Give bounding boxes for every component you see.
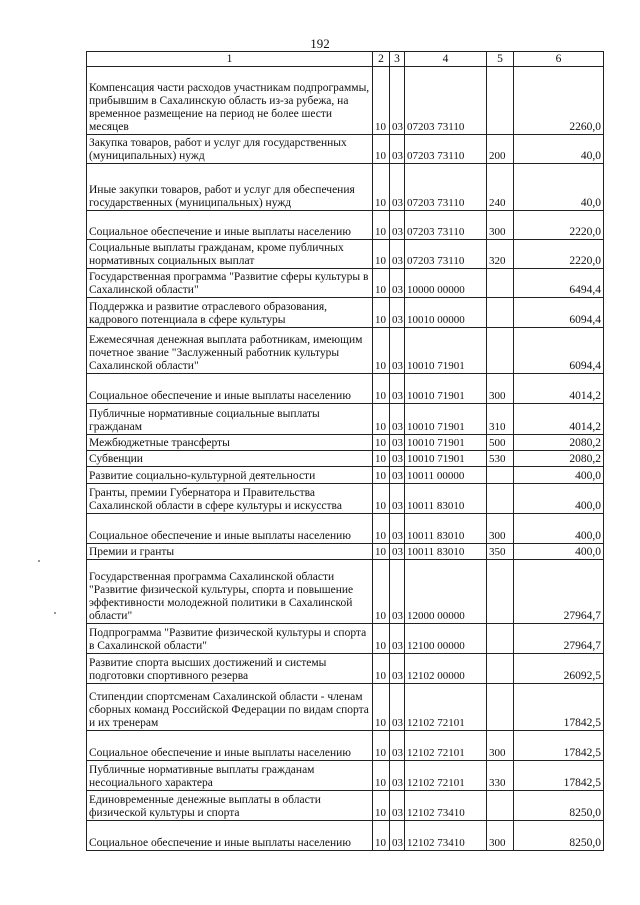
table-row — [87, 164, 604, 211]
table-row — [87, 211, 604, 240]
row-subsection-cell: 03 — [390, 269, 405, 298]
row-amount-cell: 40,0 — [514, 164, 604, 211]
row-name-cell: Премии и гранты — [87, 544, 373, 560]
table-row — [87, 791, 604, 821]
row-section-cell: 10 — [373, 731, 390, 761]
row-expense-type-cell: 240 — [487, 164, 514, 211]
row-expense-type-cell: 350 — [487, 544, 514, 560]
row-section-cell: 10 — [373, 404, 390, 435]
row-section-cell: 10 — [373, 211, 390, 240]
row-target-article-cell: 10011 83010 — [405, 484, 487, 514]
row-amount-cell: 6094,4 — [514, 298, 604, 328]
row-section-cell: 10 — [373, 451, 390, 467]
row-expense-type-cell: 310 — [487, 404, 514, 435]
row-target-article-cell: 10010 71901 — [405, 435, 487, 451]
row-amount-cell: 400,0 — [514, 514, 604, 544]
row-expense-type-cell — [487, 484, 514, 514]
row-subsection-cell: 03 — [390, 328, 405, 374]
header-amount-column: 6 — [514, 52, 604, 67]
row-target-article-cell: 10010 71901 — [405, 451, 487, 467]
row-section-cell: 10 — [373, 514, 390, 544]
row-subsection-cell: 03 — [390, 484, 405, 514]
row-target-article-cell: 07203 73110 — [405, 135, 487, 164]
row-name-cell: Государственная программа "Развитие сферы культуры в Сахалинской области" — [87, 269, 373, 298]
row-name-cell: Публичные нормативные выплаты гражданам несоциального характера — [87, 761, 373, 791]
row-section-cell: 10 — [373, 544, 390, 560]
row-expense-type-cell: 320 — [487, 240, 514, 269]
row-section-cell: 10 — [373, 684, 390, 731]
row-section-cell: 10 — [373, 298, 390, 328]
header-name-column: 1 — [87, 52, 373, 67]
table-row — [87, 761, 604, 791]
row-target-article-cell: 10011 83010 — [405, 544, 487, 560]
table-row — [87, 135, 604, 164]
row-subsection-cell: 03 — [390, 404, 405, 435]
table-row — [87, 404, 604, 435]
row-amount-cell: 400,0 — [514, 544, 604, 560]
row-section-cell: 10 — [373, 374, 390, 404]
row-section-cell: 10 — [373, 67, 390, 135]
row-amount-cell: 2220,0 — [514, 211, 604, 240]
row-subsection-cell: 03 — [390, 211, 405, 240]
row-target-article-cell: 10000 00000 — [405, 269, 487, 298]
row-section-cell: 10 — [373, 164, 390, 211]
row-expense-type-cell — [487, 791, 514, 821]
row-amount-cell: 4014,2 — [514, 374, 604, 404]
row-expense-type-cell — [487, 467, 514, 484]
row-target-article-cell: 12102 72101 — [405, 761, 487, 791]
row-amount-cell: 4014,2 — [514, 404, 604, 435]
row-expense-type-cell — [487, 624, 514, 654]
row-subsection-cell: 03 — [390, 451, 405, 467]
row-subsection-cell: 03 — [390, 374, 405, 404]
row-expense-type-cell: 200 — [487, 135, 514, 164]
row-subsection-cell: 03 — [390, 135, 405, 164]
row-target-article-cell: 12102 73410 — [405, 791, 487, 821]
row-target-article-cell: 07203 73110 — [405, 211, 487, 240]
row-target-article-cell: 10011 00000 — [405, 467, 487, 484]
row-name-cell: Подпрограмма "Развитие физической культуры и спорта в Сахалинской области" — [87, 624, 373, 654]
row-name-cell: Социальное обеспечение и иные выплаты населению — [87, 731, 373, 761]
row-target-article-cell: 12100 00000 — [405, 624, 487, 654]
header-subsection-column: 3 — [390, 52, 405, 67]
table-header-row — [87, 52, 604, 67]
row-name-cell: Поддержка и развитие отраслевого образования, кадрового потенциала в сфере культуры — [87, 298, 373, 328]
row-name-cell: Государственная программа Сахалинской области "Развитие физической культуры, спорта и повышение эффективности молодежной политики в Сахалинской области" — [87, 560, 373, 624]
row-name-cell: Стипендии спортсменам Сахалинской области - членам сборных команд Российской Федерации по видам спорта и их тренерам — [87, 684, 373, 731]
budget-table — [86, 51, 604, 851]
row-target-article-cell: 10010 71901 — [405, 404, 487, 435]
row-section-cell: 10 — [373, 560, 390, 624]
row-subsection-cell: 03 — [390, 298, 405, 328]
row-section-cell: 10 — [373, 624, 390, 654]
row-amount-cell: 17842,5 — [514, 684, 604, 731]
row-expense-type-cell — [487, 328, 514, 374]
row-amount-cell: 2260,0 — [514, 67, 604, 135]
table-row — [87, 484, 604, 514]
row-section-cell: 10 — [373, 240, 390, 269]
row-subsection-cell: 03 — [390, 435, 405, 451]
row-name-cell: Развитие социально-культурной деятельности — [87, 467, 373, 484]
row-amount-cell: 26092,5 — [514, 654, 604, 684]
row-name-cell: Социальные выплаты гражданам, кроме публичных нормативных социальных выплат — [87, 240, 373, 269]
header-section-column: 2 — [373, 52, 390, 67]
row-section-cell: 10 — [373, 821, 390, 851]
row-expense-type-cell — [487, 654, 514, 684]
row-amount-cell: 6094,4 — [514, 328, 604, 374]
row-amount-cell: 2080,2 — [514, 451, 604, 467]
table-row — [87, 67, 604, 135]
table-row — [87, 269, 604, 298]
row-section-cell: 10 — [373, 484, 390, 514]
row-target-article-cell: 10011 83010 — [405, 514, 487, 544]
row-expense-type-cell — [487, 560, 514, 624]
row-subsection-cell: 03 — [390, 791, 405, 821]
row-subsection-cell: 03 — [390, 514, 405, 544]
row-target-article-cell: 07203 73110 — [405, 67, 487, 135]
row-amount-cell: 27964,7 — [514, 560, 604, 624]
row-expense-type-cell — [487, 684, 514, 731]
row-amount-cell: 40,0 — [514, 135, 604, 164]
row-subsection-cell: 03 — [390, 544, 405, 560]
table-row — [87, 731, 604, 761]
row-subsection-cell: 03 — [390, 821, 405, 851]
row-name-cell: Социальное обеспечение и иные выплаты населению — [87, 514, 373, 544]
row-name-cell: Гранты, премии Губернатора и Правительства Сахалинской области в сфере культуры и искусства — [87, 484, 373, 514]
row-expense-type-cell: 300 — [487, 821, 514, 851]
row-target-article-cell: 12102 72101 — [405, 684, 487, 731]
row-amount-cell: 400,0 — [514, 484, 604, 514]
row-subsection-cell: 03 — [390, 654, 405, 684]
row-expense-type-cell: 300 — [487, 374, 514, 404]
row-target-article-cell: 10010 71901 — [405, 374, 487, 404]
table-row — [87, 328, 604, 374]
table-row — [87, 240, 604, 269]
row-subsection-cell: 03 — [390, 467, 405, 484]
table-row — [87, 624, 604, 654]
row-amount-cell: 8250,0 — [514, 821, 604, 851]
scan-speck — [38, 560, 40, 562]
row-name-cell: Социальное обеспечение и иные выплаты населению — [87, 211, 373, 240]
table-row — [87, 684, 604, 731]
row-amount-cell: 2220,0 — [514, 240, 604, 269]
row-target-article-cell: 10010 00000 — [405, 298, 487, 328]
row-amount-cell: 17842,5 — [514, 761, 604, 791]
table-row — [87, 435, 604, 451]
row-amount-cell: 17842,5 — [514, 731, 604, 761]
row-subsection-cell: 03 — [390, 67, 405, 135]
row-section-cell: 10 — [373, 269, 390, 298]
row-subsection-cell: 03 — [390, 761, 405, 791]
row-name-cell: Компенсация части расходов участникам подпрограммы, прибывшим в Сахалинскую область из-за рубежа, на временное размещение на период не более шести месяцев — [87, 67, 373, 135]
row-name-cell: Социальное обеспечение и иные выплаты населению — [87, 374, 373, 404]
row-amount-cell: 6494,4 — [514, 269, 604, 298]
row-section-cell: 10 — [373, 135, 390, 164]
table-row — [87, 467, 604, 484]
row-expense-type-cell: 530 — [487, 451, 514, 467]
row-section-cell: 10 — [373, 467, 390, 484]
row-name-cell: Развитие спорта высших достижений и системы подготовки спортивного резерва — [87, 654, 373, 684]
row-amount-cell: 400,0 — [514, 467, 604, 484]
row-section-cell: 10 — [373, 435, 390, 451]
row-subsection-cell: 03 — [390, 240, 405, 269]
header-target-article-column: 4 — [405, 52, 487, 67]
row-name-cell: Субвенции — [87, 451, 373, 467]
table-row — [87, 544, 604, 560]
page-number: 192 — [310, 36, 330, 51]
row-name-cell: Межбюджетные трансферты — [87, 435, 373, 451]
row-name-cell: Публичные нормативные социальные выплаты гражданам — [87, 404, 373, 435]
table-row — [87, 654, 604, 684]
row-target-article-cell: 07203 73110 — [405, 240, 487, 269]
row-name-cell: Социальное обеспечение и иные выплаты населению — [87, 821, 373, 851]
row-target-article-cell: 12102 73410 — [405, 821, 487, 851]
table-row — [87, 560, 604, 624]
header-expense-type-column: 5 — [487, 52, 514, 67]
row-name-cell: Единовременные денежные выплаты в области физической культуры и спорта — [87, 791, 373, 821]
row-name-cell: Иные закупки товаров, работ и услуг для обеспечения государственных (муниципальных) нужд — [87, 164, 373, 211]
row-expense-type-cell — [487, 269, 514, 298]
row-subsection-cell: 03 — [390, 164, 405, 211]
row-section-cell: 10 — [373, 654, 390, 684]
row-subsection-cell: 03 — [390, 684, 405, 731]
row-expense-type-cell — [487, 298, 514, 328]
table-row — [87, 821, 604, 851]
row-expense-type-cell — [487, 67, 514, 135]
table-row — [87, 374, 604, 404]
row-expense-type-cell: 300 — [487, 731, 514, 761]
table-row — [87, 298, 604, 328]
table-row — [87, 514, 604, 544]
row-name-cell: Закупка товаров, работ и услуг для государственных (муниципальных) нужд — [87, 135, 373, 164]
row-amount-cell: 27964,7 — [514, 624, 604, 654]
row-target-article-cell: 12102 00000 — [405, 654, 487, 684]
row-expense-type-cell: 300 — [487, 211, 514, 240]
table-row — [87, 451, 604, 467]
row-subsection-cell: 03 — [390, 560, 405, 624]
row-expense-type-cell: 500 — [487, 435, 514, 451]
row-section-cell: 10 — [373, 328, 390, 374]
row-subsection-cell: 03 — [390, 731, 405, 761]
row-amount-cell: 2080,2 — [514, 435, 604, 451]
scan-speck — [54, 612, 56, 614]
row-target-article-cell: 10010 71901 — [405, 328, 487, 374]
row-section-cell: 10 — [373, 761, 390, 791]
row-target-article-cell: 07203 73110 — [405, 164, 487, 211]
row-name-cell: Ежемесячная денежная выплата работникам, имеющим почетное звание "Заслуженный работник культуры Сахалинской области" — [87, 328, 373, 374]
row-amount-cell: 8250,0 — [514, 791, 604, 821]
row-subsection-cell: 03 — [390, 624, 405, 654]
row-expense-type-cell: 300 — [487, 514, 514, 544]
row-target-article-cell: 12000 00000 — [405, 560, 487, 624]
row-section-cell: 10 — [373, 791, 390, 821]
row-expense-type-cell: 330 — [487, 761, 514, 791]
row-target-article-cell: 12102 72101 — [405, 731, 487, 761]
